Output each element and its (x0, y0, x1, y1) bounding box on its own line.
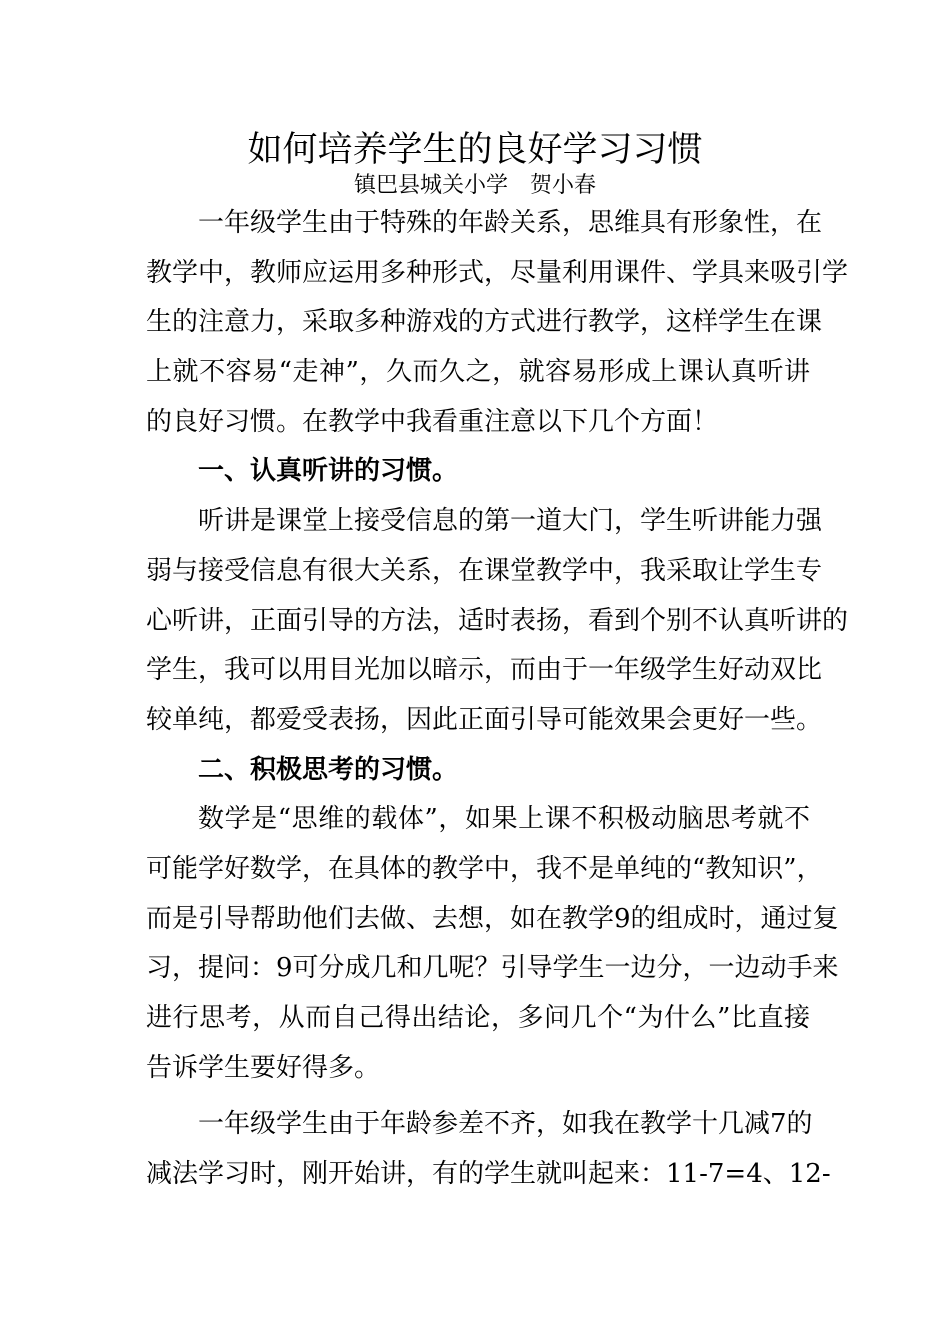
text-line: 教学中，教师应运用多种形式，尽量利用课件、学具来吸引学 (146, 257, 849, 288)
text-line: 进行思考，从而自己得出结论，多问几个“为什么”比直接 (146, 1003, 810, 1033)
text-line: 习，提问：9可分成几和几呢？引导学生一边分，一边动手来 (146, 953, 839, 984)
author-line: 镇巴县城关小学 贺小春 (353, 173, 596, 198)
text-line: 一年级学生由于特殊的年龄关系，思维具有形象性，在 (198, 208, 823, 238)
text-line: 告诉学生要好得多。 (146, 1052, 381, 1083)
section-heading: 二、积极思考的习惯。 (198, 754, 459, 785)
text-line: 上就不容易“走神”，久而久之，就容易形成上课认真听讲 (146, 357, 810, 388)
paragraph (146, 1100, 831, 1199)
text-line: 而是引导帮助他们去做、去想，如在教学9的组成时，通过复 (146, 903, 839, 934)
text-line: 听讲是课堂上接受信息的第一道大门，学生听讲能力强 (198, 506, 823, 537)
text-line: 学生，我可以用目光加以暗示，而由于一年级学生好动双比 (146, 655, 823, 686)
document-body (146, 199, 849, 1200)
section-heading: 一、认真听讲的习惯。 (198, 456, 459, 487)
paragraph (146, 795, 839, 1093)
paragraph (146, 199, 849, 447)
text-line: 的良好习惯。在教学中我看重注意以下几个方面！ (146, 406, 719, 437)
text-line: 可能学好数学，在具体的教学中，我不是单纯的“教知识”， (146, 853, 823, 884)
text-line: 数学是“思维的载体”，如果上课不积极动脑思考就不 (198, 804, 810, 835)
text-line: 较单纯，都爱受表扬，因此正面引导可能效果会更好一些。 (146, 704, 823, 735)
text-line: 心听讲，正面引导的方法，适时表扬，看到个别不认真听讲的 (146, 605, 849, 636)
text-line: 弱与接受信息有很大关系，在课堂教学中，我采取让学生专 (146, 555, 823, 586)
text-line: 生的注意力，采取多种游戏的方式进行教学，这样学生在课 (146, 307, 823, 338)
text-line: 减法学习时，刚开始讲，有的学生就叫起来：11-7=4、12- (146, 1159, 831, 1190)
paragraph (146, 497, 849, 745)
document-title: 如何培养学生的良好学习习惯 (247, 130, 703, 170)
paragraph-spacing (146, 1093, 810, 1100)
text-line: 一年级学生由于年龄参差不齐，如我在教学十几减7的 (198, 1109, 813, 1140)
